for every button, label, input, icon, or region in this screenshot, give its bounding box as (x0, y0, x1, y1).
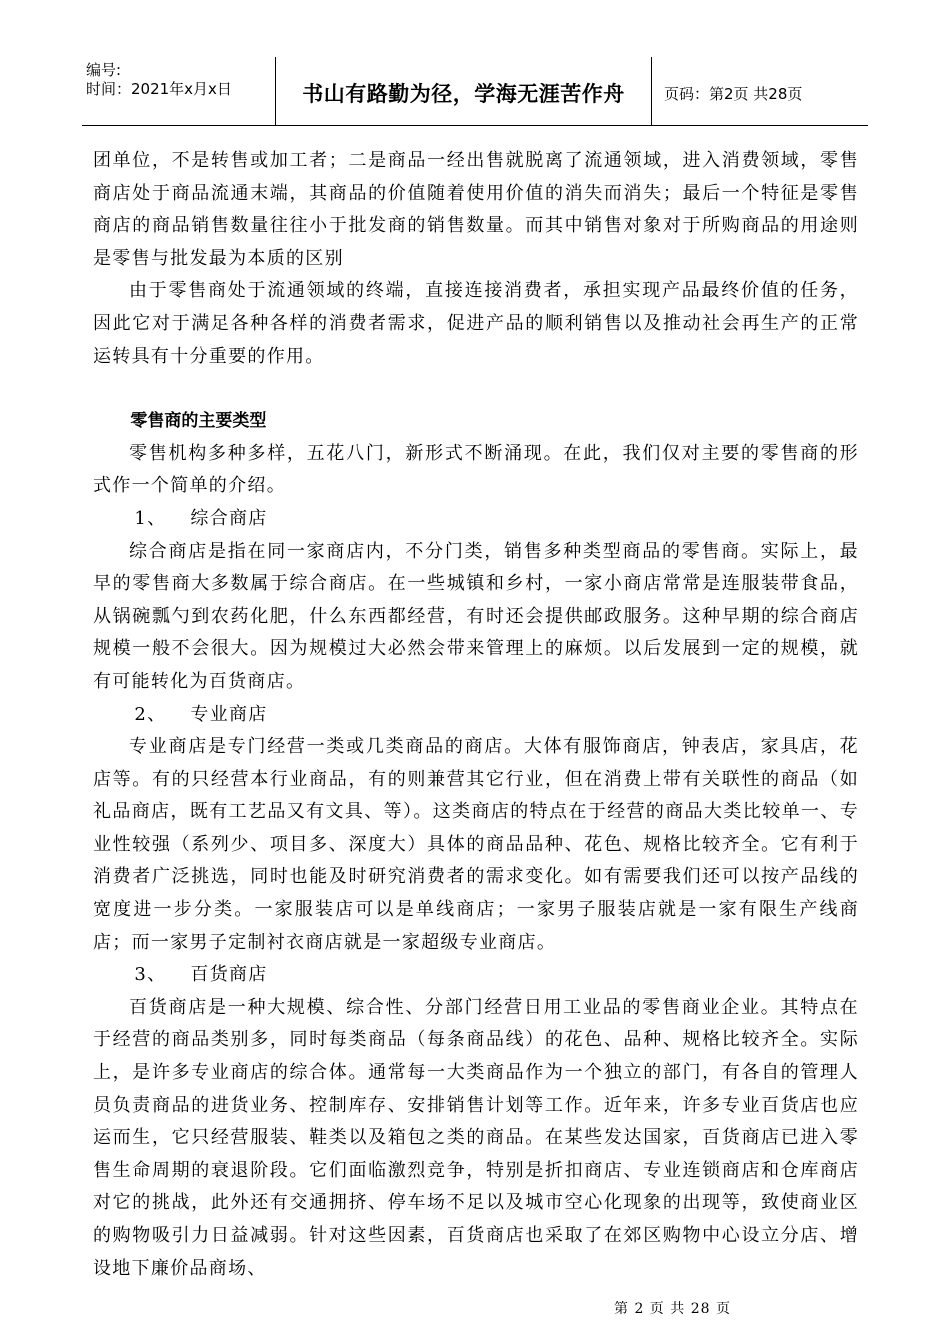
document-body (93, 145, 859, 1285)
header-motto: 书山有路勤为径，学海无涯苦作舟 (276, 57, 652, 125)
item-heading-department-store (93, 959, 859, 992)
section-spacer (93, 373, 859, 405)
item-number: 3、 (134, 964, 167, 986)
item-text-specialty-store: 专业商店是专门经营一类或几类商品的商店。大体有服饰商店，钟表店，家具店，花店等。有的只经营本行业商品，有的则兼营其它行业，但在消费上带有关联性的商品（如礼品商店，既有工艺品又有文具、等）。这类商店的特点在于经营的商品大类比较单一、专业性较强（系列少、项目多、深度大）具体的商品品种、花色、规格比较齐全。它有利于消费者广泛挑选，同时也能及时研究消费者的需求变化。如有需要我们还可以按产品线的宽度进一步分类。一家服装店可以是单线商店；一家男子服装店就是一家有限生产线商店；而一家男子定制衬衣商店就是一家超级专业商店。 (93, 736, 859, 953)
item-number: 2、 (134, 703, 167, 725)
item-heading-general-store (93, 503, 859, 536)
item-title: 百货商店 (190, 964, 268, 986)
item-text-department-store: 百货商店是一种大规模、综合性、分部门经营日用工业品的零售商业企业。其特点在于经营的商品类别多，同时每类商品（每条商品线）的花色、品种、规格比较齐全。实际上，是许多专业商店的综合体。通常每一大类商品作为一个独立的部门，有各自的管理人员负责商品的进货业务、控制库存、安排销售计划等工作。近年来，许多专业百货店也应运而生，它只经营服装、鞋类以及箱包之类的商品。在某些发达国家，百货商店已进入零售生命周期的衰退阶段。它们面临激烈竞争，特别是折扣商店、专业连锁商店和仓库商店对它的挑战，此外还有交通拥挤、停车场不足以及城市空心化现象的出现等，致使商业区的购物吸引力日益减弱。针对这些因素，百货商店也采取了在郊区购物中心设立分店、增设地下廉价品商场、 (93, 996, 859, 1279)
document-number-label: 编号: (86, 61, 122, 79)
page-footer: 第 2 页 共 28 页 (614, 1301, 731, 1317)
page-header (82, 57, 868, 126)
item-title: 专业商店 (190, 703, 268, 725)
paragraph-role: 由于零售商处于流通领域的终端，直接连接消费者，承担实现产品最终价值的任务，因此它对于满足各种各样的消费者需求，促进产品的顺利销售以及推动社会再生产的正常运转具有十分重要的作用。 (93, 280, 859, 367)
header-page-info: 页码：第2页 共28页 (664, 84, 803, 103)
document-time: 时间：2021年x月x日 (86, 80, 232, 98)
paragraph-intro: 零售机构多种多样，五花八门，新形式不断涌现。在此，我们仅对主要的零售商的形式作一个简单的介绍。 (93, 442, 859, 497)
item-number: 1、 (134, 507, 167, 529)
item-heading-specialty-store (93, 699, 859, 732)
header-meta (82, 57, 276, 125)
paragraph-continued: 团单位，不是转售或加工者；二是商品一经出售就脱离了流通领域，进入消费领域，零售商店处于商品流通末端，其商品的价值随着使用价值的消失而消失；最后一个特征是零售商店的商品销售数量往往小于批发商的销售数量。而其中销售对象对于所购商品的用途则是零售与批发最为本质的区别 (93, 150, 859, 269)
item-title: 综合商店 (190, 507, 268, 529)
item-text-general-store: 综合商店是指在同一家商店内，不分门类，销售多种类型商品的零售商。实际上，最早的零售商大多数属于综合商店。在一些城镇和乡村，一家小商店常常是连服装带食品，从锅碗瓢勺到农药化肥，什么东西都经营，有时还会提供邮政服务。这种早期的综合商店规模一般不会很大。因为规模过大必然会带来管理上的麻烦。以后发展到一定的规模，就有可能转化为百货商店。 (93, 540, 859, 692)
section-title: 零售商的主要类型 (130, 411, 267, 432)
